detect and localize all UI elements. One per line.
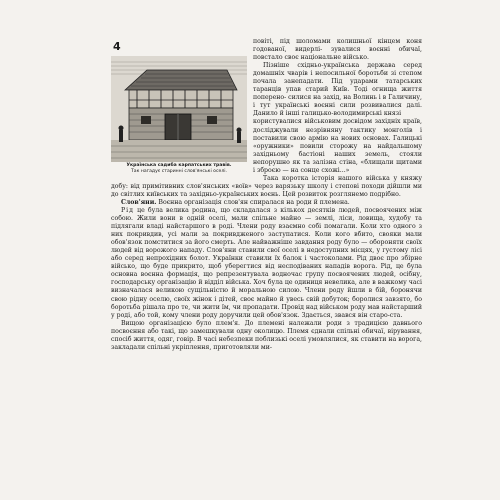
figure-caption-title: Українська садиба карпатських травів. [126,163,232,168]
page-number: 4 [113,40,121,53]
paragraph: Пізніше східньо-українська держава серед домашніх чварів і непосильної боротьби зі степом почала занепадати. Під ударами татарських таранців упав старий Київ. Тоді огнища життя поперено- силися на захід, на Волинь і в Галичину, і тут українські воєнні сили розвивалися далі. Данило й інші галицько-володимирські князі [253,62,422,118]
section-paragraph-slavs [111,199,422,207]
paragraph: Вищою організацією було плем'я. До племені належали роди з традицією давнього посвоєння або такі, що замешкували одну околицю. Племя єднали спільні обичаї, вірування, спосіб життя, одяг, говір. В часі небезпеки поблизькі оселі умовлялися, як ставити на ворога, закладали спільні укріплення, приготовляли ми- [111,319,422,351]
paragraph: повіті, під шоломами колишньої кінцем коня годованої, видерлі- зувалися воєнні обичаї, повстало своє національне військо. [253,38,422,62]
paragraph-text: це була велика родина, що складалася з кількох десятків людей, посвоячених між собою. Жили вони в одній оселі, мали спільне майно — землі, ліси, ловища, худобу та підлягали владі найстаршого в роді. Члени роду взаємно собі помагали. Коли хто одного з них покривдив, усі мали за покривдженого заступатися. Коли кого вбито, свояки мали обов'язок помститися за його смерть. Але найважніше завдання роду було — обороняти своїх людей від ворожого нападу. Слов'яни ставили свої оселі в недоступних місцях, у густому лісі або серед непрохідних болот. Українки ставили їх балок і частоколами. Рід двоє про збірне військо, що буде прикрито, щоб уберегтися від несподіваних нападів ворога. Рід, це була основна воєнна формація, що репрезентувала водночас групу посвоячених людей, осібну, господарську організацію й відділ війська. Хоч була це одиниця невелика, але в важкому часі визначалася великою сущільністю й моральною силою. Члени роду йшли в бій, боронячи свою рідну оселю, своїх жінок і дітей, своє майно й увесь свій добуток; боролися завзято, бо боротьба рішала про те, чи жити їм, чи пропадати. Провід над військом роду мав найстарший у роді, або той, кому члени роду доручили цей обов'язок. Здається, звався він старо-ста. [111,206,422,319]
farmstead-illustration [111,56,247,162]
paragraph: Така коротка історія нашого війська у княжу добу: від примітивних слов'янських «воїв» через варязьку школу і степові походи дійшли ми до світлих київських та західньо-українських воєнь. Цей розвиток розглянемо подрібно. [111,174,422,198]
paragraph-text: Воєнна організація слов'ян спиралася на роди й племена. [158,198,350,206]
paragraph-rid [111,207,422,320]
spaced-term: Рід [121,206,134,214]
figure-carpathian-farmstead [111,56,247,175]
paragraph: користувалися військовим досвідом західніх країв, досліджували незрівняну тактику монголів і поставили свою армію на нових основах. Галицькі «оружники» повили сторожу на найдальшому західньому бастіоні наших земель, стояли непорушно як та залізна стіна, «блищали щитами і зброєю — на сонце схожі...» [253,118,422,174]
section-heading: Слов'яни. [121,198,157,206]
figure-caption [111,163,247,175]
figure-caption-subtitle: Так нагадує старинні слов'янські оселі. [130,169,228,174]
